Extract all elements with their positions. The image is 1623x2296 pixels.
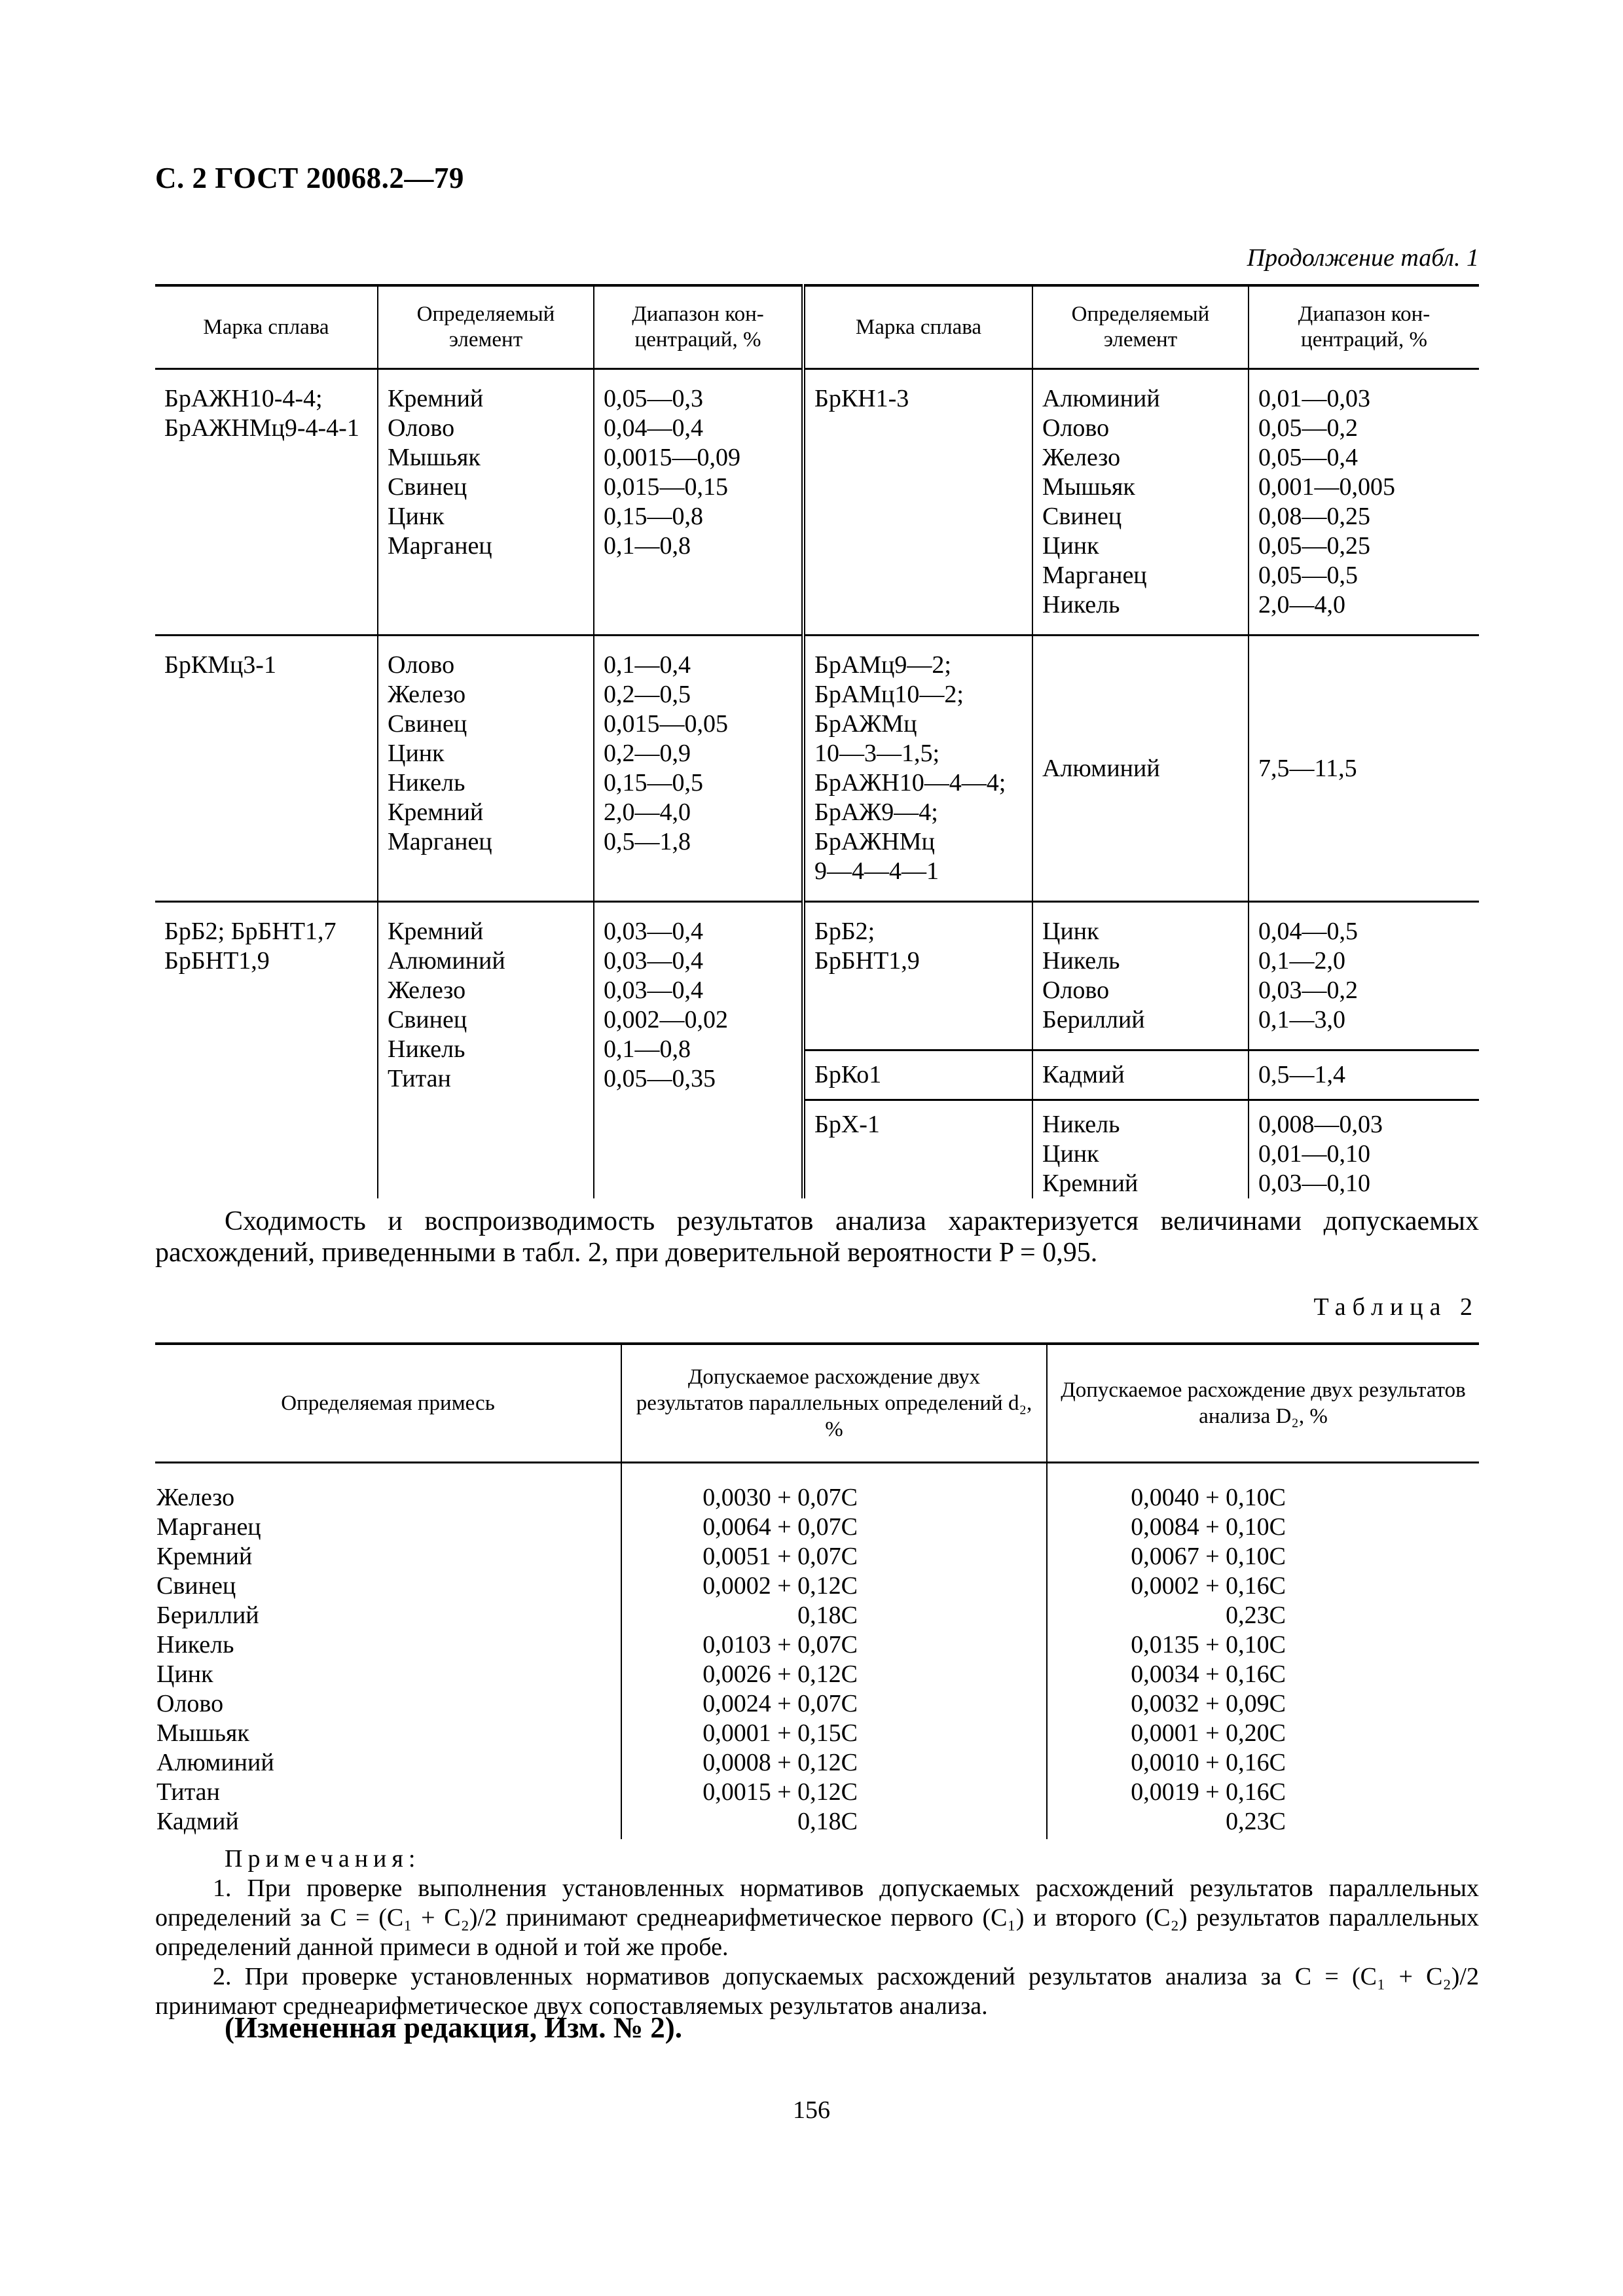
grade-cell: БрБ2; БрБНТ1,9 xyxy=(803,902,1032,1050)
document-header: С. 2 ГОСТ 20068.2—79 xyxy=(155,162,464,194)
table-row xyxy=(155,1778,1479,1807)
analysis-tolerance-cell xyxy=(1047,1748,1479,1778)
impurity-cell: Бериллий xyxy=(156,1602,259,1629)
grade-cell: БрАМц9—2; БрАМц10—2; БрАЖМц 10—3—1,5; БрАЖН10—4—4; БрАЖ9—4; БрАЖНМц 9—4—4—1 xyxy=(803,636,1032,902)
notes xyxy=(155,1844,1479,2021)
element-cell: Цинк Никель Олово Бериллий xyxy=(1032,902,1249,1050)
analysis-tolerance-cell xyxy=(1047,1689,1479,1719)
parallel-tolerance-value: 0,0026 + 0,12C xyxy=(702,1660,858,1688)
element-cell: Олово Железо Свинец Цинк Никель Кремний Марганец xyxy=(378,636,594,902)
parallel-tolerance-value: 0,0103 + 0,07C xyxy=(702,1631,858,1659)
range-cell: 0,04—0,5 0,1—2,0 0,03—0,2 0,1—3,0 xyxy=(1249,902,1479,1050)
table-row xyxy=(155,1463,1479,1513)
range-cell: 0,008—0,03 0,01—0,10 0,03—0,10 xyxy=(1249,1100,1479,1199)
impurity-cell: Кремний xyxy=(156,1543,253,1570)
element-cell: Кремний Алюминий Железо Свинец Никель Титан xyxy=(378,902,594,1199)
parallel-tolerance-value: 0,0051 + 0,07C xyxy=(702,1543,858,1570)
table-row xyxy=(155,902,1479,1050)
parallel-tolerance-cell xyxy=(621,1807,1047,1839)
parallel-tolerance-cell xyxy=(621,1513,1047,1542)
amendment-note: (Измененная редакция, Изм. № 2). xyxy=(225,2011,683,2044)
note-2: 2. При проверке установленных нормативов допускаемых расхождений результатов анализа за C = (C₁ + C₂)/2 принимают среднеарифметическое двух сопоставляемых результатов анализа. xyxy=(155,1963,1479,2020)
parallel-tolerance-cell xyxy=(621,1571,1047,1601)
analysis-tolerance-cell xyxy=(1047,1719,1479,1748)
analysis-tolerance-value: 0,0019 + 0,16C xyxy=(1131,1778,1286,1806)
analysis-tolerance-value: 0,0032 + 0,09C xyxy=(1131,1690,1286,1717)
grade-cell: БрКМц3-1 xyxy=(155,636,378,902)
analysis-tolerance-value: 0,0040 + 0,10C xyxy=(1131,1484,1286,1511)
element-cell: Никель Цинк Кремний xyxy=(1032,1100,1249,1199)
grade-cell: БрБ2; БрБНТ1,7 БрБНТ1,9 xyxy=(164,918,337,975)
range-cell: 0,5—1,4 xyxy=(1249,1050,1479,1100)
analysis-tolerance-cell xyxy=(1047,1542,1479,1571)
analysis-tolerance-cell xyxy=(1047,1778,1479,1807)
page-number: 156 xyxy=(793,2096,830,2124)
parallel-tolerance-value: 0,0001 + 0,15C xyxy=(702,1719,858,1747)
t2-header-impurity: Определяемая примесь xyxy=(155,1344,621,1463)
analysis-tolerance-cell xyxy=(1047,1601,1479,1630)
grade-cell: БрАЖН10-4-4; БрАЖНМц9-4-4-1 xyxy=(155,369,378,636)
range-cell: 0,03—0,4 0,03—0,4 0,03—0,4 0,002—0,02 0,1—0,8 0,05—0,35 xyxy=(594,902,803,1199)
impurity-cell: Железо xyxy=(156,1484,235,1511)
analysis-tolerance-value: 0,23C xyxy=(1226,1808,1286,1835)
note-1: 1. При проверке выполнения установленных нормативов допускаемых расхождений результатов параллельных определений за C = (C₁ + C₂)/2 принимают среднеарифметическое первого (C₁) и второго (C₂) результатов параллельных определений данной примеси в одной и той же пробе. xyxy=(155,1874,1479,1961)
analysis-tolerance-value: 0,0084 + 0,10C xyxy=(1131,1513,1286,1541)
impurity-cell: Кадмий xyxy=(156,1808,239,1835)
grade-cell: БрХ-1 xyxy=(803,1100,1032,1199)
parallel-tolerance-value: 0,18C xyxy=(797,1602,858,1629)
t1-header-grade-right: Марка сплава xyxy=(803,285,1032,369)
analysis-tolerance-cell xyxy=(1047,1660,1479,1689)
parallel-tolerance-cell xyxy=(621,1778,1047,1807)
analysis-tolerance-value: 0,0034 + 0,16C xyxy=(1131,1660,1286,1688)
body-paragraph: Сходимость и воспроизводимость результатов анализа характеризуется величинами допускаемых расхождений, приведенными в табл. 2, при доверительной вероятности P = 0,95. xyxy=(155,1206,1479,1268)
impurity-cell: Мышьяк xyxy=(156,1719,249,1747)
analysis-tolerance-value: 0,0001 + 0,20C xyxy=(1131,1719,1286,1747)
impurity-cell: Марганец xyxy=(156,1513,261,1541)
analysis-tolerance-value: 0,0010 + 0,16C xyxy=(1131,1749,1286,1776)
analysis-tolerance-cell xyxy=(1047,1807,1479,1839)
t2-header-parallel: Допускаемое расхождение двух результатов параллельных определений d₂, % xyxy=(621,1344,1047,1463)
table-row xyxy=(155,1571,1479,1601)
analysis-tolerance-cell xyxy=(1047,1513,1479,1542)
table-row xyxy=(155,1748,1479,1778)
t1-header-element-right: Определяемый элемент xyxy=(1032,285,1249,369)
table-row xyxy=(155,1689,1479,1719)
grade-cell: БрКН1-3 xyxy=(803,369,1032,636)
notes-title: Примечания: xyxy=(225,1845,421,1873)
table-row xyxy=(155,1542,1479,1571)
t1-header-range-left: Диапазон кон- центраций, % xyxy=(594,285,803,369)
parallel-tolerance-cell xyxy=(621,1689,1047,1719)
table-row xyxy=(155,1601,1479,1630)
t1-header-grade-left: Марка сплава xyxy=(155,285,378,369)
range-cell: 7,5—11,5 xyxy=(1249,636,1479,902)
element-cell: Алюминий xyxy=(1032,636,1249,902)
element-cell: Кадмий xyxy=(1032,1050,1249,1100)
table-row xyxy=(155,1807,1479,1839)
range-cell: 0,05—0,3 0,04—0,4 0,0015—0,09 0,015—0,15 0,15—0,8 0,1—0,8 xyxy=(594,369,803,636)
analysis-tolerance-cell xyxy=(1047,1630,1479,1660)
impurity-cell: Свинец xyxy=(156,1572,236,1600)
parallel-tolerance-cell xyxy=(621,1660,1047,1689)
parallel-tolerance-cell xyxy=(621,1463,1047,1513)
analysis-tolerance-value: 0,0067 + 0,10C xyxy=(1131,1543,1286,1570)
parallel-tolerance-cell xyxy=(621,1542,1047,1571)
element-cell: Кремний Олово Мышьяк Свинец Цинк Марганец xyxy=(378,369,594,636)
table-2-label: Таблица 2 xyxy=(1313,1293,1479,1321)
parallel-tolerance-value: 0,0064 + 0,07C xyxy=(702,1513,858,1541)
impurity-cell: Олово xyxy=(156,1690,224,1717)
table-row xyxy=(155,369,1479,636)
range-cell: 0,1—0,4 0,2—0,5 0,015—0,05 0,2—0,9 0,15—0,5 2,0—4,0 0,5—1,8 xyxy=(594,636,803,902)
table-row xyxy=(155,1513,1479,1542)
analysis-tolerance-value: 0,23C xyxy=(1226,1602,1286,1629)
table-row xyxy=(155,1660,1479,1689)
parallel-tolerance-value: 0,18C xyxy=(797,1808,858,1835)
table-row xyxy=(155,636,1479,902)
table-continuation-label: Продолжение табл. 1 xyxy=(1247,244,1479,272)
parallel-tolerance-cell xyxy=(621,1630,1047,1660)
parallel-tolerance-value: 0,0015 + 0,12C xyxy=(702,1778,858,1806)
t1-header-element-left: Определяемый элемент xyxy=(378,285,594,369)
impurity-cell: Никель xyxy=(156,1631,234,1659)
impurity-cell: Алюминий xyxy=(156,1749,274,1776)
impurity-cell: Цинк xyxy=(156,1660,213,1688)
analysis-tolerance-value: 0,0002 + 0,16C xyxy=(1131,1572,1286,1600)
parallel-tolerance-cell xyxy=(621,1601,1047,1630)
range-cell: 0,01—0,03 0,05—0,2 0,05—0,4 0,001—0,005 0,08—0,25 0,05—0,25 0,05—0,5 2,0—4,0 xyxy=(1249,369,1479,636)
element-cell: Алюминий Олово Железо Мышьяк Свинец Цинк Марганец Никель xyxy=(1032,369,1249,636)
t2-header-analysis: Допускаемое расхождение двух результатов анализа D₂, % xyxy=(1047,1344,1479,1463)
parallel-tolerance-value: 0,0024 + 0,07C xyxy=(702,1690,858,1717)
parallel-tolerance-value: 0,0008 + 0,12C xyxy=(702,1749,858,1776)
table-1 xyxy=(155,284,1479,1198)
impurity-cell: Титан xyxy=(156,1778,220,1806)
table-row xyxy=(155,1719,1479,1748)
grade-cell: БрКо1 xyxy=(803,1050,1032,1100)
t1-header-range-right: Диапазон кон- центраций, % xyxy=(1249,285,1479,369)
parallel-tolerance-value: 0,0002 + 0,12C xyxy=(702,1572,858,1600)
parallel-tolerance-cell xyxy=(621,1719,1047,1748)
parallel-tolerance-value: 0,0030 + 0,07C xyxy=(702,1484,858,1511)
parallel-tolerance-cell xyxy=(621,1748,1047,1778)
table-2 xyxy=(155,1342,1479,1839)
analysis-tolerance-cell xyxy=(1047,1463,1479,1513)
table-row xyxy=(155,1630,1479,1660)
analysis-tolerance-value: 0,0135 + 0,10C xyxy=(1131,1631,1286,1659)
analysis-tolerance-cell xyxy=(1047,1571,1479,1601)
